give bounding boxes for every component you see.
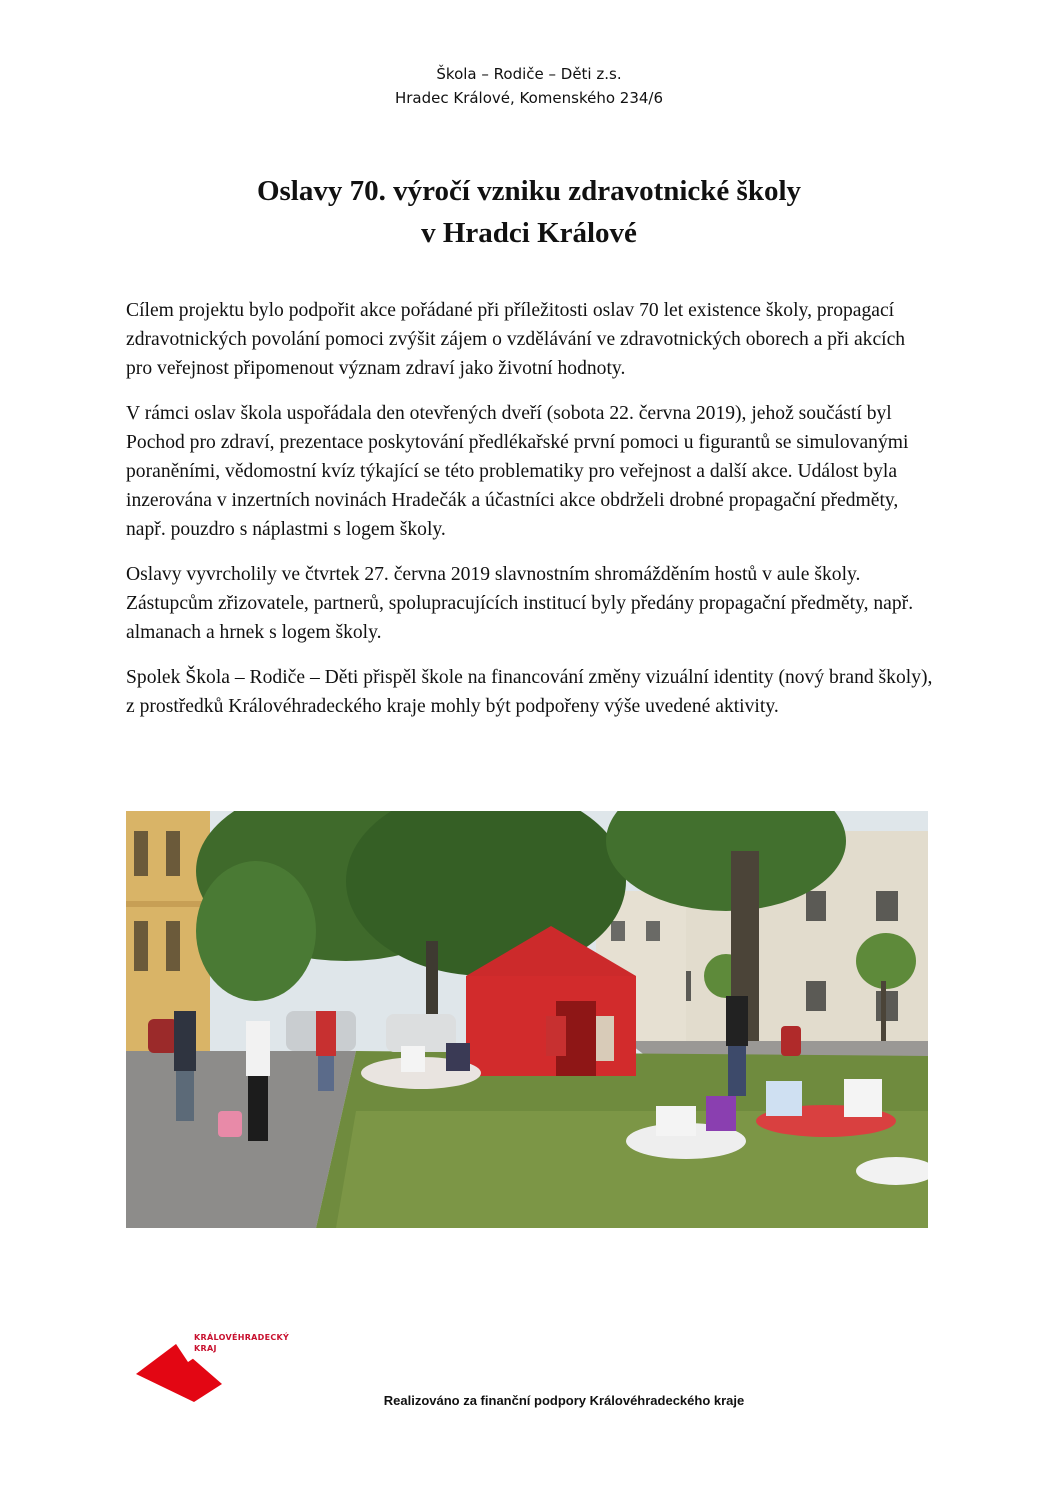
event-photo: [126, 811, 928, 1228]
organization-name: Škola – Rodiče – Děti z.s.: [436, 65, 622, 83]
paragraph-3: Oslavy vyvrcholily ve čtvrtek 27. června 2019 slavnostním shromážděním hostů v aule školy. Zástupcům zřizovatele, partnerů, spolupracujících institucí byly předány propagační předměty, např. almanach a hrnek s logem školy.: [126, 564, 914, 643]
region-logo: [136, 1332, 306, 1402]
funding-footer: Realizováno za finanční podpory Královéhradeckého kraje: [383, 1393, 745, 1408]
paragraph-4: Spolek Škola – Rodiče – Děti přispěl škole na financování změny vizuální identity (nový brand školy), z prostředků Královéhradeckého kraje mohly být podpořeny výše uvedené aktivity.: [126, 667, 933, 717]
document-title: [0, 170, 1058, 254]
organization-address: Hradec Králové, Komenského 234/6: [394, 89, 664, 107]
paragraph-2: V rámci oslav škola uspořádala den otevřených dveří (sobota 22. června 2019), jehož součástí byl Pochod pro zdraví, prezentace poskytování předlékařské první pomoci u figurantů se simulovanými poraněními, vědomostní kvíz týkající se této problematiky pro veřejnost a další akce. Událost byla inzerována v inzertních novinách Hradečák a účastníci akce obdrželi drobné propagační předměty, např. pouzdro s náplastmi s logem školy.: [126, 403, 909, 540]
document-header: [0, 62, 1058, 110]
title-line-1: Oslavy 70. výročí vzniku zdravotnické školy: [256, 175, 802, 207]
title-line-2: v Hradci Králové: [421, 217, 637, 249]
paragraph-1: Cílem projektu bylo podpořit akce pořádané při příležitosti oslav 70 let existence školy, propagací zdravotnických povolání pomoci zvýšit zájem o vzdělávání ve zdravotnických oborech a při akcích pro veřejnost připomenout význam zdraví jako životní hodnoty.: [126, 300, 906, 379]
document-body: [126, 296, 936, 737]
region-logo-text: KRÁLOVÉHRADECKÝ KRAJ: [194, 1333, 290, 1353]
